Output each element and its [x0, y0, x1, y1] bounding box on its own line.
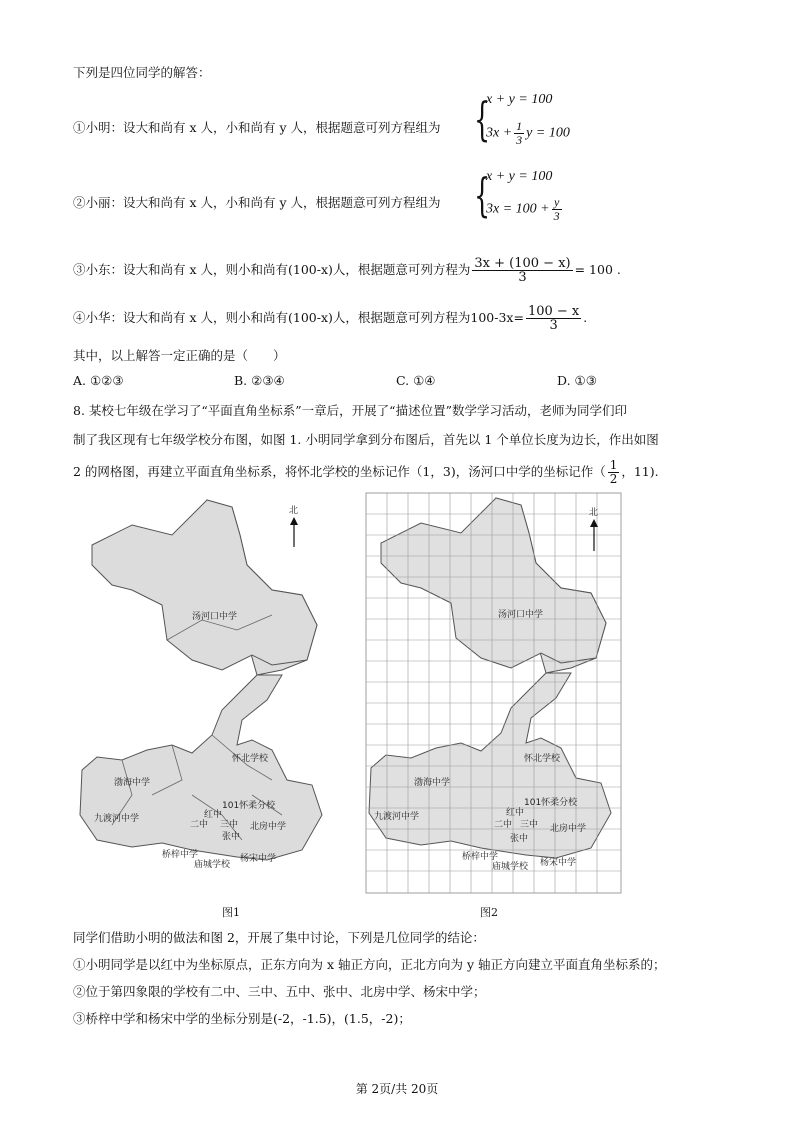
svg-text:北: 北 [589, 508, 599, 518]
school-101: 101怀柔分校 [524, 798, 578, 808]
brace-2: { [474, 168, 491, 222]
conclusion-1: ①小明同学是以红中为坐标原点，正东方向为 x 轴正方向，正北方向为 y 轴正方向建立平面直角坐标系的； [73, 957, 666, 972]
school-hongzhong: 红中 [204, 810, 223, 820]
answer-2-text: ②小丽：设大和尚有 x 人，小和尚有 y 人，根据题意可列方程组为 [73, 195, 441, 210]
option-c: C. ①④ [396, 373, 436, 388]
discussion-text: 同学们借助小明的做法和图 2，开展了集中讨论，下列是几位同学的结论： [73, 930, 485, 945]
school-erzhong: 二中 [494, 820, 513, 830]
school-huaibei: 怀北学校 [524, 754, 561, 764]
figure-1-map [72, 495, 332, 870]
page-footer: 第 2页/共 20页 [355, 1082, 439, 1096]
figure-2-map [366, 493, 621, 893]
school-sanzhong: 三中 [220, 820, 239, 830]
school-jiuduhe: 九渡河中学 [374, 812, 420, 822]
school-hongzhong: 红中 [506, 808, 525, 818]
school-beifang: 北房中学 [550, 824, 587, 834]
school-miaocheng: 庙城学校 [492, 862, 529, 872]
conclusion-3: ③桥梓中学和杨宋中学的坐标分别是(-2，-1.5)，(1.5，-2)； [73, 1011, 411, 1026]
north-arrow [289, 504, 298, 547]
question-text: 其中，以上解答一定正确的是（ ） [73, 348, 286, 363]
school-tanghekou: 汤河口中学 [192, 612, 238, 622]
answer-1-text: ①小明：设大和尚有 x 人，小和尚有 y 人，根据题意可列方程组为 [73, 120, 441, 135]
school-101: 101怀柔分校 [222, 801, 276, 811]
school-zhangzhong: 张中 [222, 832, 241, 842]
school-beifang: 北房中学 [250, 822, 287, 832]
school-huaibei: 怀北学校 [232, 754, 269, 764]
intro-text: 下列是四位同学的解答： [73, 65, 211, 80]
school-miaocheng: 庙城学校 [194, 860, 231, 870]
figure-1-caption: 图1 [222, 906, 240, 919]
brace-1: { [474, 92, 491, 146]
q8-line1: 8. 某校七年级在学习了“平面直角坐标系”一章后，开展了“描述位置”数学学习活动，老师为同学们印 [73, 403, 627, 418]
conclusion-2: ②位于第四象限的学校有二中、三中、五中、张中、北房中学、杨宋中学； [73, 984, 486, 999]
answer-4-text: ④小华：设大和尚有 x 人，则小和尚有(100-x)人，根据题意可列方程为100-3x= $\frac{100 - x}{3}$ . [73, 304, 588, 333]
school-yangsong: 杨宋中学 [240, 854, 277, 864]
svg-text:北: 北 [289, 506, 299, 516]
school-tanghekou: 汤河口中学 [498, 610, 544, 620]
school-yangsong: 杨宋中学 [540, 858, 577, 868]
answer-2-eq2: 3x = 100 + $\frac{y}{3}$ [486, 195, 560, 223]
school-zhangzhong: 张中 [510, 834, 529, 844]
map-north-region [92, 500, 317, 670]
figure-2-caption: 图2 [480, 906, 498, 919]
option-b: B. ②③④ [234, 373, 285, 388]
school-erzhong: 二中 [190, 820, 209, 830]
answer-1-eq2: 3x + $\frac{1}{3}$ y = 100 [486, 119, 570, 147]
answer-3-text: ③小东：设大和尚有 x 人，则小和尚有(100-x)人，根据题意可列方程为 $\frac{3x + (100 - x)}{3}$ = 100 . [73, 256, 621, 285]
school-bohai: 渤海中学 [114, 778, 151, 788]
q8-line2: 制了我区现有七年级学校分布图，如图 1. 小明同学拿到分布图后，首先以 1 个单位长度为边长，作出如图 [73, 432, 659, 447]
answer-1-eq1: x + y = 100 [486, 92, 553, 107]
option-d: D. ①③ [557, 373, 597, 388]
school-bohai: 渤海中学 [414, 778, 451, 788]
school-qiaozi: 桥梓中学 [462, 852, 499, 862]
school-qiaozi: 桥梓中学 [162, 850, 199, 860]
q8-line3: 2 的网格图，再建立平面直角坐标系，将怀北学校的坐标记作（1，3)，汤河口中学的坐标记作（ $\frac{1}{2}$ ，11). [73, 458, 659, 486]
school-jiuduhe: 九渡河中学 [94, 814, 140, 824]
answer-2-eq1: x + y = 100 [486, 169, 553, 184]
school-sanzhong: 三中 [520, 820, 539, 830]
option-a: A. ①②③ [73, 373, 124, 388]
